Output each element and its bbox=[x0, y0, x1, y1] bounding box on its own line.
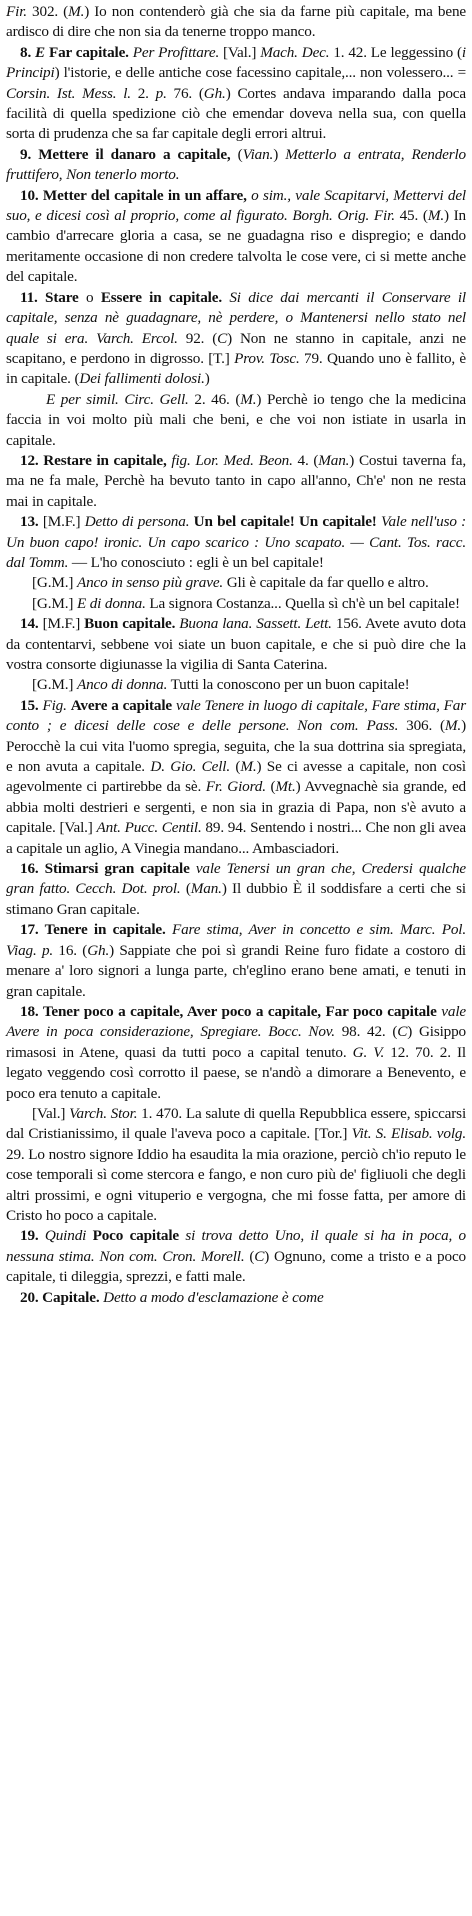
entry-paragraph: 10. Metter del capitale in un affare, o sim., vale Scapitarvi, Mettervi del suo, e dicesi così al proprio, come al figurato. Borgh. Orig. Fir. 45. (M.) In cambio d'arrecare gloria a casa, se ne guadagna riso e dispregio; e dando meritamente occasione di non credere talvolta le cose vere, ci si mette anche del capitale. bbox=[6, 186, 466, 286]
entry-paragraph: 16. Stimarsi gran capitale vale Tenersi un gran che, Credersi qualche gran fatto. Cecch. Dot. prol. (Man.) Il dubbio È il soddisfare a certi che si stimano Gran capitale. bbox=[6, 860, 467, 918]
entry-paragraph: 19. Quindi Poco capitale si trova detto Uno, il quale si ha in poca, o nessuna stima. Non com. Cron. Morell. (C) Ognuno, come a tristo e a poco capitale, ti dileggia, sprezzi, e fatti male. bbox=[6, 1227, 466, 1286]
entry-paragraph: 14. [M.F.] Buon capitale. Buona lana. Sassett. Lett. 156. Avete avuto dota da contentarvi, sebbene voi siate un buon capitale, e che si può dire che la vostra consorte digiunasse la vigilia di Santa Caterina. bbox=[6, 615, 466, 673]
entry-paragraph: 12. Restare in capitale, fig. Lor. Med. Beon. 4. (Man.) Costui taverna fa, ma ne fa male, Perchè ha bevuto tanto in capo all'anno, Ch'e' non ne resta mai in capitale. bbox=[6, 451, 466, 510]
entry-paragraph: 8. E Far capitale. Per Profittare. [Val.] Mach. Dec. 1. 42. Le leggessino (i Principi) l'istorie, e delle antiche cose facessino capitale,... non volessero... = Corsin. Ist. Mess. l. 2. p. 76. (Gh.) Cortes andava imparando dalla poca facilità di quella spedizione ciò che emendar doveva nella sua, con quella sorta di prudenza che sa far capitale degli errori altrui. bbox=[6, 43, 466, 143]
entry-paragraph: 9. Mettere il danaro a capitale, (Vian.) Metterlo a entrata, Renderlo fruttifero, Non tenerlo morto. bbox=[6, 145, 466, 184]
entry-paragraph: [Val.] Varch. Stor. 1. 470. La salute di quella Repubblica essere, spiccarsi dal Cristianissimo, il quale l'aveva poco a capitale. [Tor.] Vit. S. Elisab. volg. 29. Lo nostro signore Iddio ha esaudita la mia orazione, perciò ch'io reputo le cose temporali sì come stercora e fango, e non curo più de' figliuoli che degli altri prossimi, e ogni vituperio e vergogna, che mi fosse fatta, per amore di Cristo ho poco a capitale. bbox=[6, 1104, 467, 1224]
entry-paragraph: 20. Capitale. Detto a modo d'esclamazione è come bbox=[20, 1288, 324, 1306]
entry-paragraph: [G.M.] Anco in senso più grave. Gli è capitale da far quello e altro. bbox=[32, 574, 429, 592]
entry-paragraph: 17. Tenere in capitale. Fare stima, Aver in concetto e sim. Marc. Pol. Viag. p. 16. (Gh.) Sappiate che poi sì grandi Reine furo fidate a costoro di menare a' loro signori a lunga parte, ch'eglino erano bene amati, e tenuti in gran capitale. bbox=[6, 921, 467, 1000]
entry-paragraph: 15. Fig. Avere a capitale vale Tenere in luogo di capitale, Fare stima, Far conto ; e dicesi delle cose e delle persone. Non com. Pass. 306. (M.) Perocchè la cui vita l'uomo spregia, seguita, che la sua dottrina sia spregiata, e non avuta a capitale. D. Gio. Cell. (M.) Se ci avesse a capitale, non così agevolmente ci partirebbe da sè. Fr. Giord. (Mt.) Avvegnachè sia grande, ed abbia molti destrieri e sergenti, e non sia in grazia di Papa, non s'è avuto a capitale. [Val.] Ant. Pucc. Centil. 89. 94. Sentendo i nostri... Che non gli avea a capitale un aglio, A Vinegia mandano... Ambasciadori. bbox=[6, 696, 467, 857]
entry-paragraph: [G.M.] Anco di donna. Tutti la conoscono per un buon capitale! bbox=[32, 676, 410, 694]
entry-paragraph: 13. [M.F.] Detto di persona. Un bel capitale! Un capitale! Vale nell'uso : Un buon capo! ironic. Un capo scarico : Uno scapato. — Cant. Tos. racc. dal Tomm. — L'ho conosciuto : egli è un bel capitale! bbox=[6, 513, 467, 571]
entry-paragraph: Fir. 302. (M.) Io non contenderò già che sia da farne più capitale, ma bene ardisco di dire che non sia da tenerne troppo manco. bbox=[6, 3, 466, 41]
entry-paragraph: [G.M.] E di donna. La signora Costanza... Quella sì ch'è un bel capitale! bbox=[32, 594, 460, 612]
entry-paragraph: E per simil. Circ. Gell. 2. 46. (M.) Perchè io tengo che la medicina faccia in voi molto più mali che beni, e che voi non istiate in usarla in capitale. bbox=[6, 390, 467, 449]
entry-paragraph: 18. Tener poco a capitale, Aver poco a capitale, Far poco capitale vale Avere in poca considerazione, Spregiare. Bocc. Nov. 98. 42. (C) Gisippo rimasosi in Atene, quasi da tutti poco a capital tenuto. G. V. 12. 70. 2. Il legato veggendo così corrotto il paese, se n'andò a dimorare a Benevento, e poco era tenuto a capitale. bbox=[6, 1002, 466, 1102]
entry-paragraph: 11. Stare o Essere in capitale. Si dice dai mercanti il Conservare il capitale, senza nè guadagnare, nè perdere, o Mantenersi nello stato nel quale si era. Varch. Ercol. 92. (C) Non ne stanno in capitale, anzi ne scapitano, e perdono in digrosso. [T.] Prov. Tosc. 79. Quando uno è fallito, è in capitale. (Dei fallimenti dolosi.) bbox=[6, 288, 466, 388]
